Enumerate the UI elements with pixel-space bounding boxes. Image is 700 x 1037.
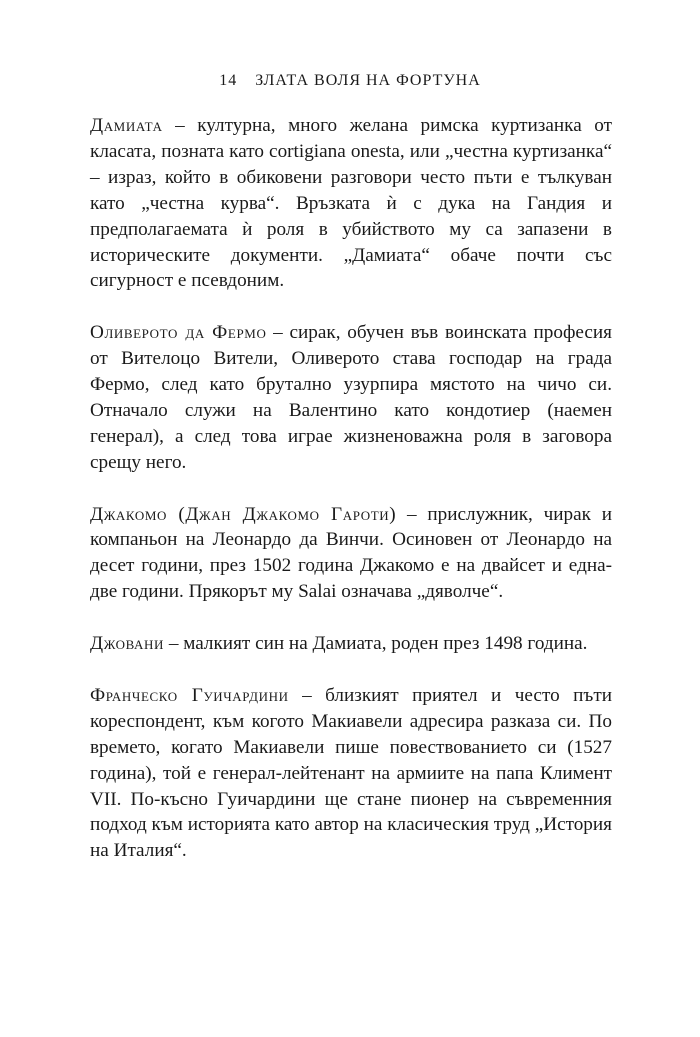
glossary-entry-giacomo — [90, 502, 612, 606]
glossary-entry-oliverotto — [90, 320, 612, 475]
entry-name: Джакомо (Джан Джакомо Гароти) — [90, 503, 397, 525]
glossary-body — [90, 113, 612, 890]
glossary-entry-giovanni — [90, 631, 612, 657]
entry-name: Оливерото да Фермо — [90, 322, 267, 344]
entry-text: – малкият син на Дамиата, роден през 1498 година. — [164, 633, 588, 655]
entry-name: Дамиата — [90, 115, 163, 136]
entry-name: Франческо Гуичардини — [90, 684, 289, 706]
entry-text: – прислужник, чирак и компаньон на Леонардо да Винчи. Осиновен от Леонардо на десет години, през 1502 година Джакомо е на двайсет и една-две години. Прякорът му Salai означава „дяволче“. — [90, 503, 612, 603]
entry-text: – близкият приятел и често пъти кореспондент, към когото Макиавели адресира разказа си. По времето, когато Макиавели пише повествованието си (1527 година), той е генерал-лейтенант на армиите на папа Климент VII. По-късно Гуичардини ще стане пионер на съвременния подход към историята като автор на класическия труд „История на Италия“. — [90, 684, 612, 862]
page-number: 14 — [219, 72, 238, 89]
entry-name: Джовани — [90, 633, 165, 655]
running-head — [0, 72, 700, 90]
book-title: ЗЛАТА ВОЛЯ НА ФОРТУНА — [255, 72, 481, 89]
entry-text: – културна, много желана римска куртизанка от класата, позната като cortigiana onesta, или „честна куртизанка“ – израз, който в обиковени разговори често пъти е тълкуван като „честна курва“. Връзката ѝ с дука на Гандия и предполагаемата ѝ роля в убийството му са запазени в историческите документи. „Дамиата“ обаче почти със сигурност е псевдоним. — [90, 115, 612, 292]
glossary-entry-damiata — [90, 113, 612, 294]
entry-text: – сирак, обучен във воинската професия от Вителоцо Вители, Оливерото става господар на града Фермо, след като брутално узурпира мястото на чичо си. Отначало служи на Валентино като кондотиер (наемен генерал), а след това играе жизненоважна роля в заговора срещу него. — [90, 322, 612, 473]
glossary-entry-guicciardini — [90, 683, 612, 864]
